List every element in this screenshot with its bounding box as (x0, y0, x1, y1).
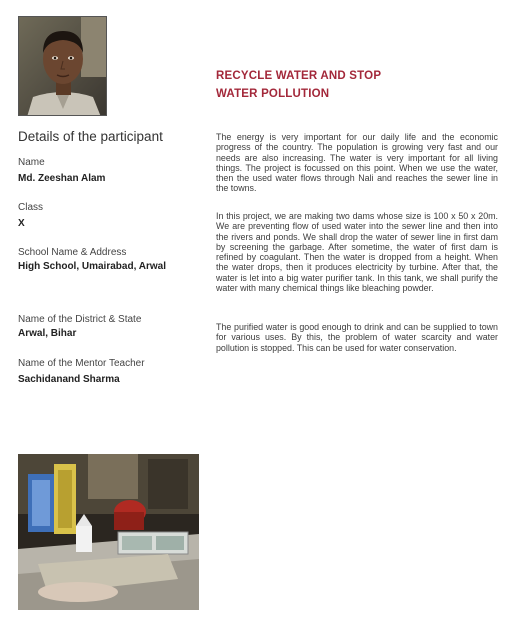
description-paragraph-1: The energy is very important for our daily life and the economic progress of the country. The population is growing very fast and our needs are also increasing. The water is very important for all living things. The project is focussed on this point. When we use the water, then the used water flows through Nali and reaches the sewer line in the towns. (216, 132, 498, 194)
project-title-line-1: RECYCLE WATER AND STOP (216, 70, 382, 82)
project-title-line-2: WATER POLLUTION (216, 88, 330, 100)
name-label: Name (18, 157, 45, 168)
name-value: Md. Zeeshan Alam (18, 173, 106, 184)
project-title (216, 67, 381, 103)
school-label: School Name & Address (18, 247, 127, 258)
mentor-label: Name of the Mentor Teacher (18, 358, 145, 369)
district-label: Name of the District & State (18, 314, 142, 325)
class-label: Class (18, 202, 44, 213)
school-value: High School, Umairabad, Arwal (18, 261, 166, 272)
class-value: X (18, 218, 25, 229)
participant-details-heading: Details of the participant (18, 129, 163, 144)
mentor-value: Sachidanand Sharma (18, 374, 120, 385)
description-paragraph-3: The purified water is good enough to drink and can be supplied to town for various uses. By this, the problem of water scarcity and water pollution is stopped. This can be used for water conservation. (216, 322, 498, 353)
district-value: Arwal, Bihar (18, 328, 77, 339)
description-paragraph-2: In this project, we are making two dams whose size is 100 x 50 x 20m. We are preventing flow of used water into the sewer line and then into the rivers and ponds. We shall drop the water of sewer line in first dam by screening the garbage. After sometime, the water of first dam is refined by coagulant. Then the water is dropped from a height. When the water drops, then it produces electricity by turbine. After that, the water is let into a big water purifier tank. In this tank, we shall purify the water with many chemical things like bleaching powder. (216, 211, 498, 294)
project-model-photo (18, 454, 199, 610)
participant-photo (18, 16, 107, 116)
